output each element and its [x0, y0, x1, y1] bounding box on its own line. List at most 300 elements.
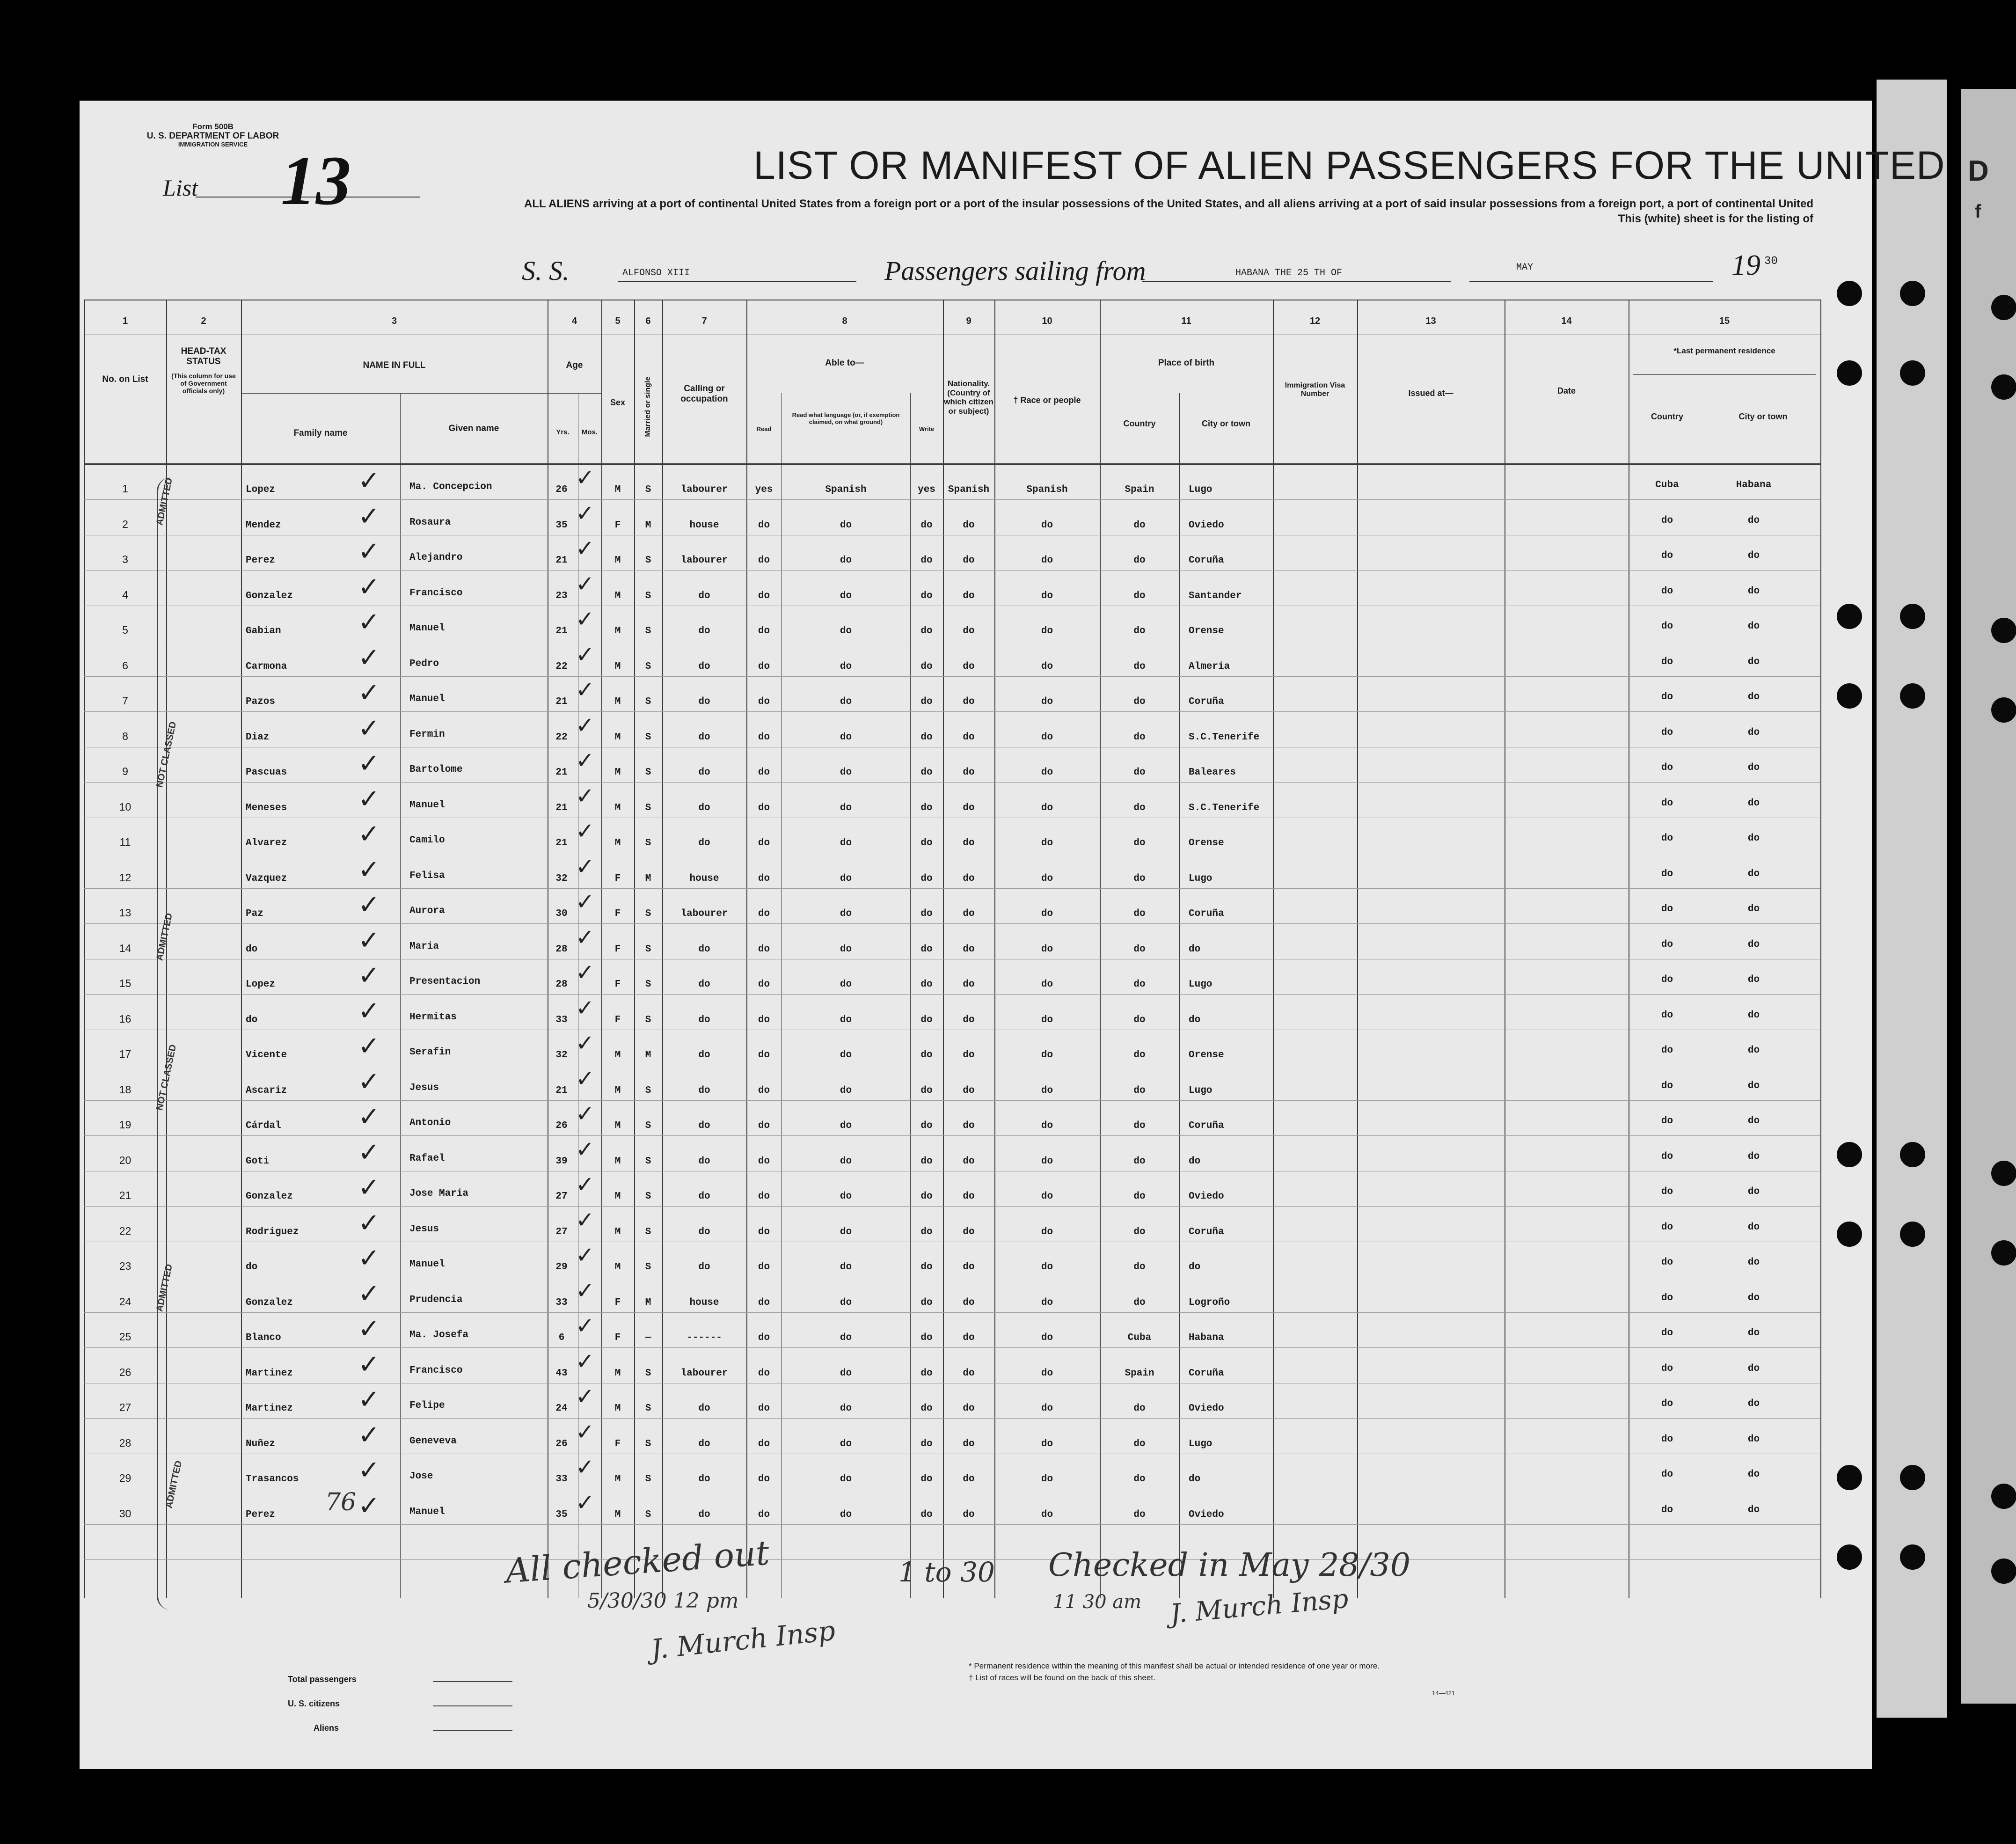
row-number: 2	[122, 518, 128, 530]
header-read: Read	[756, 425, 772, 432]
header-last-residence: *Last permanent residence	[1673, 346, 1775, 355]
age-years: 32	[555, 1050, 568, 1061]
birth-country: do	[1133, 1403, 1146, 1414]
race: do	[1041, 1474, 1053, 1485]
punch-hole	[1837, 1544, 1862, 1570]
birth-country: do	[1133, 520, 1146, 531]
birth-city: S.C.Tenerife	[1189, 732, 1260, 743]
given-name: Manuel	[409, 694, 445, 704]
given-name: Jesus	[409, 1082, 439, 1093]
occupation: do	[698, 979, 710, 990]
read-language: do	[840, 1438, 852, 1449]
birth-country: do	[1133, 732, 1146, 743]
can-read: do	[758, 1474, 770, 1485]
marital-status: M	[645, 873, 651, 884]
subtitle-line: This (white) sheet is for the listing of	[1618, 212, 1813, 226]
race: do	[1041, 590, 1053, 601]
row-number: 17	[119, 1048, 131, 1060]
footnote: * Permanent residence within the meaning of this manifest shall be actual or intended residence of one year or more.	[969, 1661, 1380, 1670]
row-rule	[84, 1524, 1820, 1525]
marital-status: S	[645, 1474, 651, 1485]
age-years: 35	[555, 520, 568, 531]
birth-city: Coruña	[1189, 1368, 1224, 1379]
residence-divider	[1633, 374, 1816, 375]
row-rule	[84, 994, 1820, 995]
can-write: do	[920, 1191, 933, 1202]
header-residence-city: City or town	[1738, 412, 1788, 421]
nationality: do	[963, 520, 975, 531]
check-mark: ✓	[576, 677, 595, 703]
birth-country: do	[1133, 1438, 1146, 1449]
marital-status: S	[645, 838, 651, 849]
family-name: Vazquez	[246, 873, 287, 884]
column-rule	[1357, 300, 1358, 1598]
margin-stamp: ADMITTED	[164, 1459, 184, 1509]
header-bottom-rule	[84, 463, 1820, 465]
marital-status: S	[645, 484, 651, 495]
family-name: do	[246, 1262, 258, 1273]
row-rule	[84, 570, 1820, 571]
family-name: Gonzalez	[246, 1297, 293, 1308]
age-years: 28	[555, 979, 568, 990]
check-mark: ✓	[576, 606, 595, 632]
check-mark: ✓	[358, 1207, 380, 1238]
family-name: do	[246, 1014, 258, 1025]
residence-city: do	[1747, 550, 1760, 561]
age-years: 26	[555, 484, 568, 495]
marital-status: S	[645, 1509, 651, 1520]
check-mark: ✓	[358, 536, 380, 567]
residence-country: do	[1661, 1504, 1673, 1515]
age-years: 26	[555, 1120, 568, 1131]
family-name: Cárdal	[246, 1120, 281, 1131]
header-given-name: Given name	[448, 424, 499, 433]
given-name: Manuel	[409, 1506, 445, 1517]
column-number: 5	[615, 316, 621, 326]
check-mark: ✓	[576, 818, 595, 844]
birth-country: do	[1133, 944, 1146, 955]
residence-city: do	[1747, 1398, 1760, 1409]
row-rule	[84, 1206, 1820, 1207]
punch-hole	[1837, 281, 1862, 306]
race: do	[1041, 1297, 1053, 1308]
punch-hole	[1991, 1161, 2016, 1186]
department: U. S. DEPARTMENT OF LABOR	[146, 131, 279, 141]
row-number: 25	[119, 1331, 131, 1343]
check-mark: ✓	[358, 1455, 380, 1485]
read-language: do	[840, 908, 852, 919]
can-write: do	[920, 520, 933, 531]
can-write: do	[920, 1050, 933, 1061]
given-name: Hermitas	[409, 1011, 457, 1023]
row-number: 30	[119, 1507, 131, 1520]
given-name: Ma. Concepcion	[409, 482, 492, 492]
occupation: labourer	[680, 484, 728, 495]
marital-status: S	[645, 590, 651, 601]
sex: M	[614, 1191, 621, 1202]
read-language: do	[840, 979, 852, 990]
sex: M	[614, 732, 621, 743]
margin-stamp: ADMITTED	[154, 476, 175, 527]
read-language: do	[840, 732, 852, 743]
occupation: do	[698, 1226, 710, 1237]
marital-status: S	[645, 1191, 651, 1202]
header-residence-country: Country	[1651, 412, 1683, 421]
check-mark: ✓	[358, 642, 380, 673]
check-mark: ✓	[576, 1242, 595, 1268]
sex: M	[614, 1509, 621, 1520]
marital-status: S	[645, 1226, 651, 1237]
nationality: do	[963, 767, 975, 778]
row-number: 26	[119, 1366, 131, 1378]
header-months: Mos.	[581, 428, 598, 436]
residence-country: do	[1661, 939, 1673, 950]
occupation: do	[698, 1262, 710, 1273]
manifest-title: LIST OR MANIFEST OF ALIEN PASSENGERS FOR THE UNITED	[753, 143, 1945, 187]
punch-hole	[1900, 1544, 1925, 1570]
check-mark: ✓	[358, 1314, 380, 1344]
birth-country: do	[1133, 1191, 1146, 1202]
manifest-subtitle	[424, 197, 1813, 227]
check-mark: ✓	[576, 1030, 595, 1056]
sex: F	[614, 1332, 621, 1343]
birth-country: do	[1133, 767, 1146, 778]
marital-status: S	[645, 626, 651, 637]
can-write: do	[920, 1085, 933, 1096]
residence-country: do	[1661, 974, 1673, 985]
check-mark: ✓	[358, 571, 380, 602]
age-years: 26	[555, 1438, 568, 1449]
sex: M	[614, 484, 621, 495]
column-number: 15	[1719, 316, 1730, 326]
can-read: do	[758, 1368, 770, 1379]
can-write: do	[920, 873, 933, 884]
residence-city: do	[1747, 762, 1760, 773]
row-number: 1	[122, 483, 128, 495]
race: do	[1041, 1509, 1053, 1520]
birth-country: do	[1133, 661, 1146, 672]
can-read: do	[758, 767, 770, 778]
residence-country: do	[1661, 1363, 1673, 1374]
check-mark: ✓	[358, 1172, 380, 1203]
handwritten-date: 5/30/30 12 pm	[587, 1589, 739, 1613]
residence-country: do	[1661, 798, 1673, 809]
can-read: do	[758, 1085, 770, 1096]
punch-hole	[1991, 1484, 2016, 1509]
row-rule	[84, 1135, 1820, 1136]
residence-country: do	[1661, 621, 1673, 632]
race: do	[1041, 1403, 1053, 1414]
marital-status: S	[645, 1085, 651, 1096]
family-name: Paz	[246, 908, 263, 919]
punch-hole	[1991, 295, 2016, 320]
header-issued-at: Issued at—	[1408, 388, 1454, 398]
given-name: Francisco	[409, 1365, 463, 1376]
occupation: do	[698, 944, 710, 955]
sex: M	[614, 1050, 621, 1061]
can-read: do	[758, 1156, 770, 1167]
punch-hole	[1991, 374, 2016, 400]
edge-letter: f	[1975, 201, 1981, 222]
birth-city: Lugo	[1189, 484, 1213, 495]
punch-hole	[1837, 1142, 1862, 1167]
header-race: † Race or people	[1013, 395, 1081, 405]
punch-hole	[1991, 1559, 2016, 1584]
age-years: 21	[555, 626, 568, 637]
race: do	[1041, 1368, 1053, 1379]
row-number: 10	[119, 800, 131, 813]
can-write: yes	[918, 484, 935, 495]
age-divider	[548, 393, 601, 394]
occupation: do	[698, 1191, 710, 1202]
check-mark: ✓	[358, 1031, 380, 1061]
can-write: do	[920, 1120, 933, 1131]
check-mark: ✓	[358, 713, 380, 744]
nationality: do	[963, 1014, 975, 1025]
row-number: 19	[119, 1119, 131, 1131]
age-years: 27	[555, 1226, 568, 1237]
marital-status: S	[645, 944, 651, 955]
age-years: 21	[555, 767, 568, 778]
age-years: 32	[555, 873, 568, 884]
given-name: Ma. Josefa	[409, 1330, 469, 1340]
residence-country: do	[1661, 1434, 1673, 1445]
birth-country: Cuba	[1127, 1332, 1152, 1343]
read-language: do	[840, 838, 852, 849]
residence-city: do	[1747, 1469, 1760, 1480]
nationality: do	[963, 944, 975, 955]
occupation: labourer	[680, 908, 728, 919]
family-name: Mendez	[246, 520, 281, 531]
aliens-line	[433, 1730, 512, 1731]
family-name: Meneses	[246, 802, 287, 813]
can-read: do	[758, 520, 770, 531]
row-rule	[84, 888, 1820, 889]
sex: M	[614, 696, 621, 707]
column-number: 13	[1425, 316, 1436, 326]
service: IMMIGRATION SERVICE	[178, 140, 248, 148]
birth-city: Lugo	[1189, 1438, 1213, 1449]
family-name: Lopez	[246, 484, 276, 495]
birth-city: Coruña	[1189, 555, 1224, 566]
family-name: Diaz	[246, 732, 270, 743]
row-rule	[84, 1347, 1820, 1348]
row-rule	[84, 1312, 1820, 1313]
read-language: do	[840, 1014, 852, 1025]
given-name: Prudencia	[409, 1294, 463, 1305]
residence-city: do	[1747, 656, 1760, 667]
birth-city: Lugo	[1189, 979, 1213, 990]
birth-country: do	[1133, 1262, 1146, 1273]
can-write: do	[920, 1368, 933, 1379]
sex: M	[614, 661, 621, 672]
family-name: Carmona	[246, 661, 287, 672]
read-language: do	[840, 1368, 852, 1379]
family-name: Vicente	[246, 1050, 287, 1061]
residence-city: do	[1747, 1504, 1760, 1515]
margin-stamp: ADMITTED	[154, 912, 175, 962]
birth-city: Coruña	[1189, 1120, 1224, 1131]
nationality: do	[963, 838, 975, 849]
race: do	[1041, 979, 1053, 990]
family-name: Rodriguez	[246, 1226, 299, 1237]
can-read: do	[758, 1438, 770, 1449]
punch-hole	[1900, 604, 1925, 629]
nationality: do	[963, 1438, 975, 1449]
race: do	[1041, 661, 1053, 672]
given-name: Antonio	[409, 1118, 451, 1128]
header-name-in-full: NAME IN FULL	[363, 360, 426, 370]
row-number: 14	[119, 942, 131, 954]
check-mark: ✓	[358, 1420, 380, 1450]
nationality: do	[963, 1474, 975, 1485]
check-mark: ✓	[358, 1384, 380, 1415]
residence-city: do	[1747, 727, 1760, 738]
residence-city: do	[1747, 1151, 1760, 1162]
header-nationality: Nationality. (Country of which citizen or subject)	[944, 379, 993, 416]
can-read: do	[758, 1014, 770, 1025]
birth-city: Coruña	[1189, 1226, 1224, 1237]
read-language: do	[840, 555, 852, 566]
given-name: Fermin	[409, 729, 445, 740]
age-years: 21	[555, 1085, 568, 1096]
occupation: ------	[687, 1332, 722, 1343]
birth-country: do	[1133, 802, 1146, 813]
age-years: 30	[555, 908, 568, 919]
race: do	[1041, 873, 1053, 884]
marital-status: S	[645, 696, 651, 707]
residence-city: do	[1747, 585, 1760, 597]
birth-country: do	[1133, 1509, 1146, 1520]
residence-city: do	[1747, 939, 1760, 950]
marital-status: S	[645, 1262, 651, 1273]
sex: F	[614, 979, 621, 990]
occupation: do	[698, 732, 710, 743]
given-name: Geneveva	[409, 1435, 457, 1447]
occupation: do	[698, 696, 710, 707]
can-write: do	[920, 838, 933, 849]
age-years: 21	[555, 802, 568, 813]
check-mark: ✓	[576, 1313, 595, 1339]
can-write: do	[920, 1332, 933, 1343]
sex: M	[614, 802, 621, 813]
can-read: do	[758, 1191, 770, 1202]
can-read: do	[758, 1120, 770, 1131]
nationality: do	[963, 1226, 975, 1237]
read-language: do	[840, 1156, 852, 1167]
check-mark: ✓	[358, 819, 380, 849]
birth-country: Spain	[1125, 1368, 1154, 1379]
read-language: do	[840, 802, 852, 813]
race: do	[1041, 696, 1053, 707]
residence-country: do	[1661, 904, 1673, 915]
occupation: do	[698, 1474, 710, 1485]
sex: M	[614, 1226, 621, 1237]
sex: M	[614, 590, 621, 601]
marital-status: M	[645, 1297, 651, 1308]
residence-country: do	[1661, 656, 1673, 667]
can-write: do	[920, 1156, 933, 1167]
can-read: do	[758, 1297, 770, 1308]
ss-label: S. S.	[522, 256, 570, 286]
margin-stamp: NOT CLASSED	[154, 720, 179, 789]
birth-city: do	[1189, 1262, 1201, 1273]
punch-hole	[1900, 1222, 1925, 1247]
birth-country: do	[1133, 590, 1146, 601]
age-years: 6	[558, 1332, 565, 1343]
nationality: do	[963, 696, 975, 707]
can-write: do	[920, 802, 933, 813]
row-rule	[84, 676, 1820, 677]
check-mark: ✓	[576, 995, 595, 1021]
residence-country: do	[1661, 1045, 1673, 1056]
residence-country: do	[1661, 1151, 1673, 1162]
occupation: do	[698, 626, 710, 637]
occupation: do	[698, 802, 710, 813]
marital-status: S	[645, 1156, 651, 1167]
header-read-language: Read what language (or, if exemption claimed, on what ground)	[792, 411, 900, 425]
check-mark: ✓	[576, 1136, 595, 1163]
row-number: 6	[122, 659, 128, 672]
can-read: do	[758, 590, 770, 601]
check-mark: ✓	[576, 465, 595, 491]
check-mark: ✓	[576, 959, 595, 986]
us-citizens-line	[433, 1705, 512, 1706]
read-language: do	[840, 520, 852, 531]
punch-hole	[1900, 1465, 1925, 1490]
sex: M	[614, 1262, 621, 1273]
given-name: Jesus	[409, 1223, 439, 1235]
occupation: do	[698, 1156, 710, 1167]
residence-country: do	[1661, 727, 1673, 738]
family-name: Gabian	[246, 626, 281, 637]
read-language: do	[840, 1332, 852, 1343]
read-language: do	[840, 1262, 852, 1273]
sex: F	[614, 944, 621, 955]
birth-country: Spain	[1125, 484, 1154, 495]
punch-hole	[1991, 1240, 2016, 1266]
residence-city: Habana	[1736, 480, 1772, 490]
check-mark: ✓	[576, 712, 595, 739]
given-name: Pedro	[409, 658, 439, 669]
birth-country: do	[1133, 1156, 1146, 1167]
age-years: 35	[555, 1509, 568, 1520]
row-number: 18	[119, 1083, 131, 1096]
race: do	[1041, 732, 1053, 743]
occupation: labourer	[680, 555, 728, 566]
residence-city: do	[1747, 1222, 1760, 1233]
birth-city: S.C.Tenerife	[1189, 802, 1260, 813]
row-number: 21	[119, 1189, 131, 1201]
row-number: 24	[119, 1295, 131, 1308]
given-name: Manuel	[409, 799, 445, 811]
occupation: house	[689, 520, 719, 531]
occupation: do	[698, 1014, 710, 1025]
can-read: do	[758, 1403, 770, 1414]
row-rule	[84, 499, 1820, 500]
punch-hole	[1991, 697, 2016, 723]
race: do	[1041, 1332, 1053, 1343]
row-rule	[84, 782, 1820, 783]
header-head-tax: HEAD-TAX STATUS	[181, 346, 226, 366]
column-number: 3	[391, 316, 397, 326]
birth-country: do	[1133, 1014, 1146, 1025]
header-head-tax-note: (This column for use of Government officials only)	[171, 372, 236, 395]
check-mark: ✓	[358, 466, 380, 496]
family-name: Goti	[246, 1156, 270, 1167]
family-name: Martinez	[246, 1368, 293, 1379]
read-language: do	[840, 1085, 852, 1096]
